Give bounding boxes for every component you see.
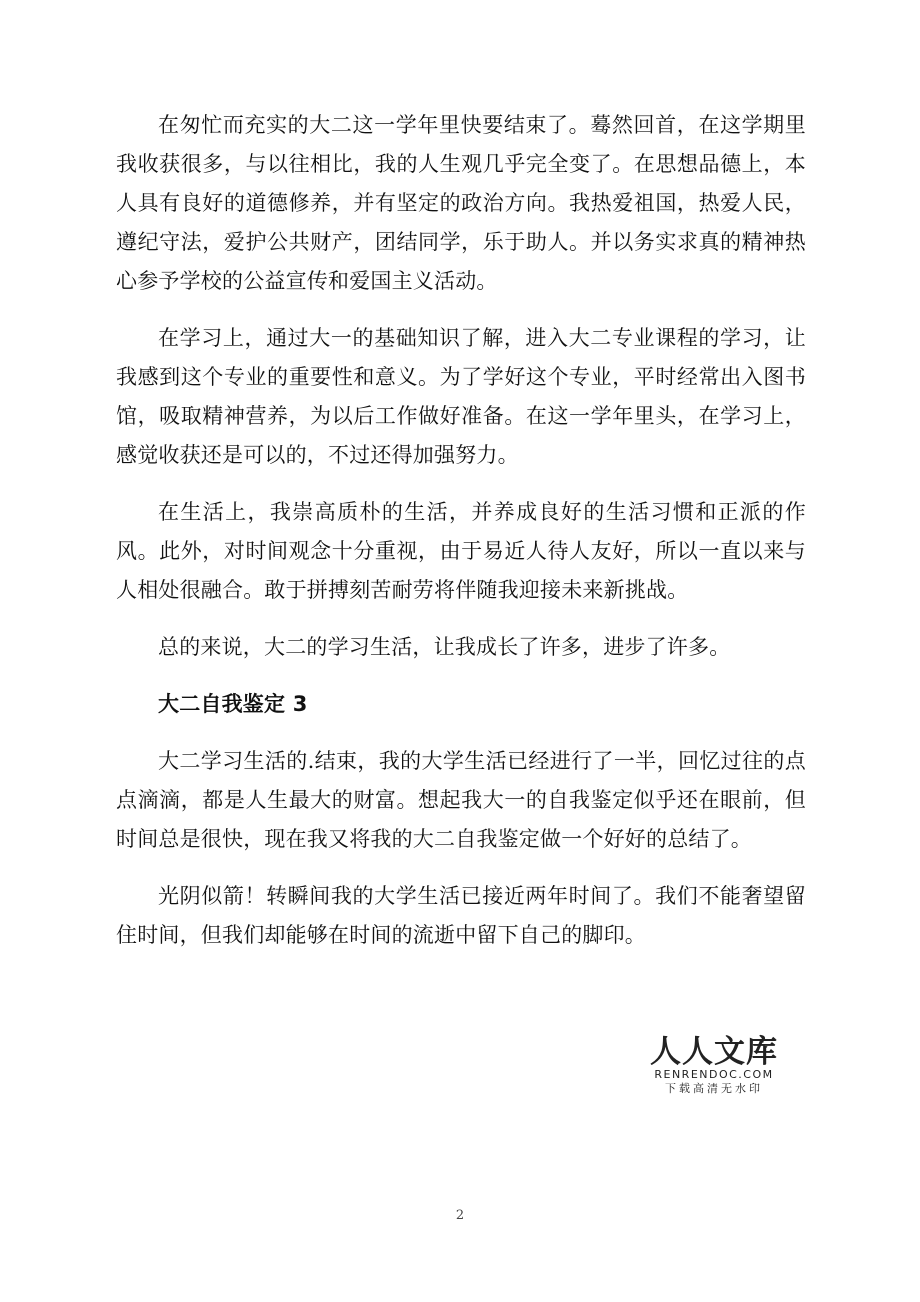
- paragraph-life: 在生活上，我崇高质朴的生活，并养成良好的生活习惯和正派的作风。此外，对时间观念十分重视，由于易近人待人友好，所以一直以来与人相处很融合。敢于拼搏刻苦耐劳将伴随我迎接未来新挑战。: [116, 500, 806, 602]
- watermark-url: RENRENDOC.COM: [654, 1068, 774, 1081]
- paragraph-summary: 总的来说，大二的学习生活，让我成长了许多，进步了许多。: [158, 635, 731, 659]
- paragraph-section-intro: 大二学习生活的.结束，我的大学生活已经进行了一半，回忆过往的点点滴滴，都是人生最大的财富。想起我大一的自我鉴定似乎还在眼前，但时间总是很快，现在我又将我的大二自我鉴定做一个好好的总结了。: [116, 749, 806, 851]
- page-number: 2: [455, 1208, 465, 1223]
- document-body: [116, 106, 806, 973]
- section-heading: 大二自我鉴定 3: [158, 692, 308, 716]
- paragraph-section-time: 光阴似箭！转瞬间我的大学生活已接近两年时间了。我们不能奢望留住时间，但我们却能够在时间的流逝中留下自己的脚印。: [116, 884, 806, 947]
- watermark-logo: [644, 1036, 784, 1096]
- watermark-title: 人人文库: [650, 1034, 778, 1070]
- paragraph-study: 在学习上，通过大一的基础知识了解，进入大二专业课程的学习，让我感到这个专业的重要性和意义。为了学好这个专业，平时经常出入图书馆，吸取精神营养，为以后工作做好准备。在这一学年里头，在学习上，感觉收获还是可以的，不过还得加强努力。: [116, 326, 806, 467]
- paragraph-ideology: 在匆忙而充实的大二这一学年里快要结束了。蓦然回首，在这学期里我收获很多，与以往相比，我的人生观几乎完全变了。在思想品德上，本人具有良好的道德修养，并有坚定的政治方向。我热爱祖国，热爱人民，遵纪守法，爱护公共财产，团结同学，乐于助人。并以务实求真的精神热心参予学校的公益宣传和爱国主义活动。: [116, 113, 806, 293]
- watermark-tagline: 下载高清无水印: [665, 1082, 763, 1095]
